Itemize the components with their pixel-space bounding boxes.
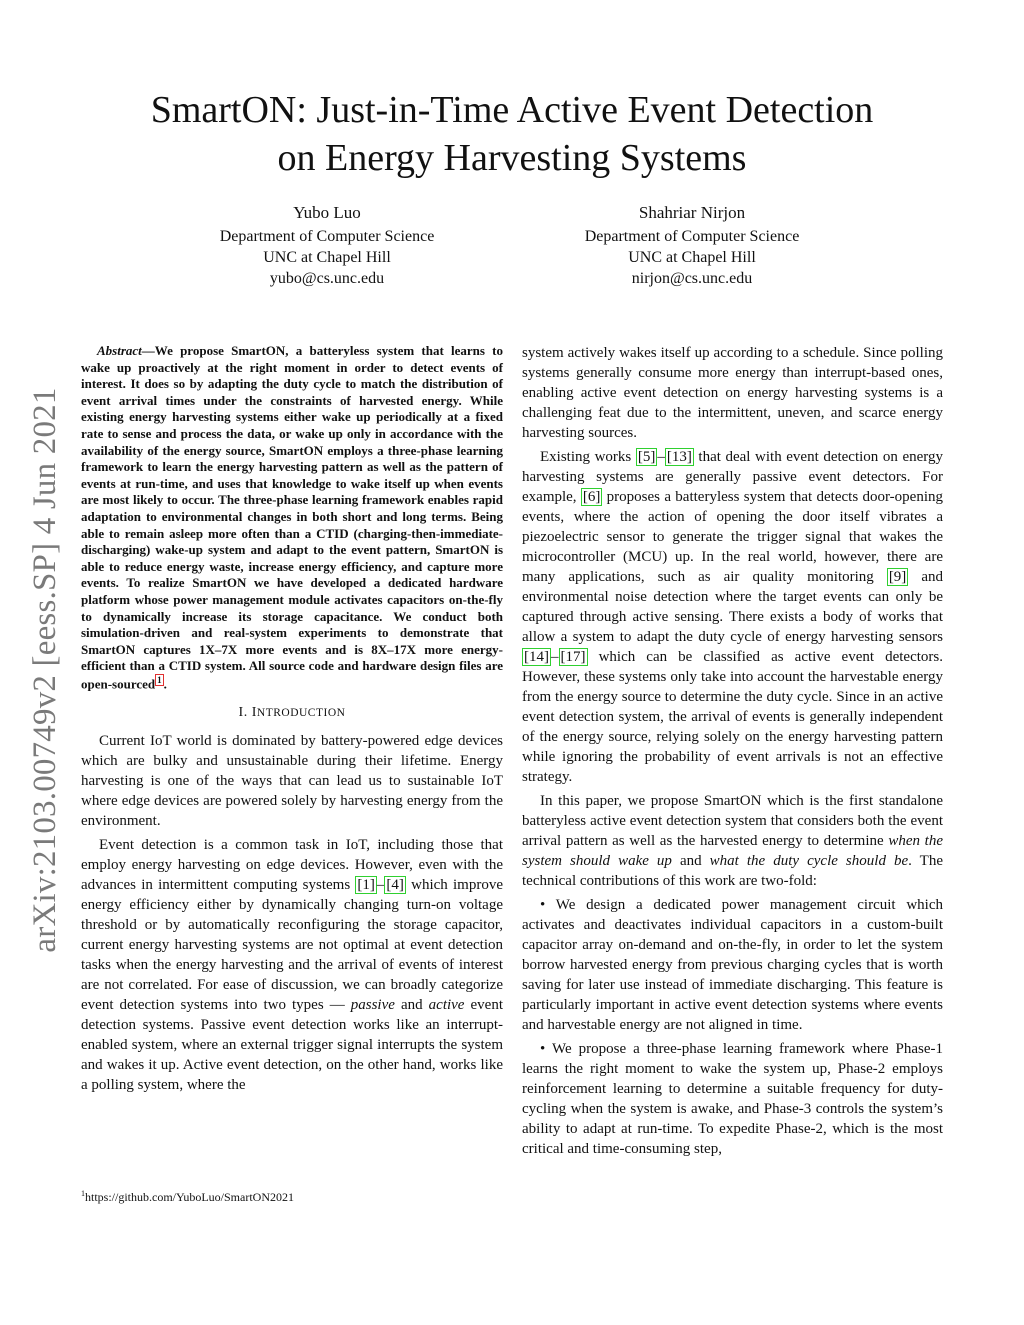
citation-link[interactable]: [4] bbox=[386, 876, 404, 893]
title-line-2: on Energy Harvesting Systems bbox=[277, 137, 747, 179]
section-numeral: I. bbox=[238, 704, 252, 720]
text-run: and bbox=[394, 996, 429, 1013]
section-first-letter: I bbox=[251, 704, 257, 720]
author-name: Yubo Luo bbox=[293, 203, 361, 222]
text-run: Existing works bbox=[540, 449, 636, 465]
right-column bbox=[522, 343, 943, 1163]
emphasis-passive: passive bbox=[350, 996, 395, 1013]
text-run: We design a dedicated power management circuit which activates and deactivates individual capacitors in a custom-built capacitor array on-demand and on-the-fly, in order to let the system borrow harvested energy from previous charging cycles that is worth saving for later use instead of immediate discharging. This feature is particularly important in active event detection systems where events and harvestable energy are not aligned in time. bbox=[522, 897, 943, 1033]
text-run: and environmental noise detection where the target events can only be captured through active sensing. There exists a body of works that allow a system to adapt the duty cycle of energy harvesting sensors bbox=[522, 569, 943, 645]
bullet-icon: • bbox=[540, 1041, 546, 1057]
text-run: – bbox=[376, 876, 385, 893]
abstract-end: . bbox=[163, 676, 167, 692]
contribution-bullet-1 bbox=[522, 895, 943, 1035]
arxiv-side-stamp bbox=[18, 365, 72, 975]
text-run: . The technical contributions of this work are two-fold: bbox=[522, 853, 943, 889]
right-paragraph-3 bbox=[522, 791, 943, 891]
author-block-1 bbox=[167, 202, 487, 289]
intro-paragraph-1: Current IoT world is dominated by battery-powered edge devices which are bulky and unsustainable during their lifetime. Energy harvesting is one of the ways that can lead us to sustainable IoT where edge devices are powered solely by harvesting energy from the environment. bbox=[81, 732, 503, 829]
text-run: which improve energy efficiency either by dynamically changing turn-on voltage threshold or by automatically reconfiguring the storage capacitor, current energy harvesting systems are not optimal at event detection tasks when the energy harvesting and the arrival of events of interest are not correlated. For ease of discussion, we can broadly categorize event detection systems into two types — bbox=[81, 876, 503, 1013]
citation-link[interactable]: [9] bbox=[888, 569, 907, 585]
citation-link[interactable]: [6] bbox=[582, 489, 601, 505]
author-block-2 bbox=[532, 202, 852, 289]
paper-title bbox=[100, 86, 924, 182]
citation-link[interactable]: [17] bbox=[560, 649, 586, 665]
bullet-icon: • bbox=[540, 897, 546, 913]
abstract bbox=[81, 343, 503, 693]
author-email: nirjon@cs.unc.edu bbox=[631, 270, 753, 287]
text-run: that deal with event detection on energy harvesting systems are generally passive event detectors. For example, bbox=[522, 449, 943, 505]
emphasis-active: active bbox=[428, 996, 465, 1013]
footnote-url[interactable]: https://github.com/YuboLuo/SmartON2021 bbox=[85, 1190, 294, 1204]
text-run: and bbox=[671, 853, 710, 869]
author-email: yubo@cs.unc.edu bbox=[269, 270, 385, 287]
abstract-dash: — bbox=[141, 343, 155, 358]
arxiv-identifier: arXiv:2103.00749v2 [eess.SP] 4 Jun 2021 bbox=[27, 387, 63, 953]
citation-link[interactable]: [14] bbox=[524, 649, 549, 665]
right-paragraph-2 bbox=[522, 447, 943, 787]
title-line-1: SmartON: Just-in-Time Active Event Detection bbox=[150, 89, 874, 131]
text-run: In this paper, we propose SmartON which is the first standalone batteryless active event detection system that considers both the event arrival pattern as well as the harvested energy to determine bbox=[522, 793, 943, 849]
left-column bbox=[81, 343, 503, 1099]
text-run: proposes a batteryless system that detects door-opening events, where the action of opening the door itself vibrates a piezoelectric sensor to generate the trigger signal that wakes the microcontroller (MCU) up. In the real world, however, there are many applications, such as air quality monitoring bbox=[522, 489, 944, 585]
author-department: Department of Computer Science bbox=[219, 228, 435, 245]
text-run: We propose a three-phase learning framework where Phase-1 learns the right moment to wake the system up, Phase-2 employs reinforcement learning to determine a suitable frequency for duty-cycling when the system is awake, and Phase-3 controls the system’s ability to adapt at run-time. To expedite Phase-2, which is the most critical and time-consuming step, bbox=[522, 1041, 943, 1157]
citation-link[interactable]: [13] bbox=[666, 449, 692, 465]
contribution-bullet-2 bbox=[522, 1039, 943, 1159]
footnote bbox=[81, 1186, 503, 1205]
footnote-mark: 1 bbox=[81, 1189, 85, 1198]
intro-paragraph-2 bbox=[81, 835, 503, 1095]
author-institution: UNC at Chapel Hill bbox=[628, 249, 756, 266]
emphasis-text: when the system should wake up bbox=[522, 833, 943, 869]
author-department: Department of Computer Science bbox=[584, 228, 800, 245]
text-run: which can be classified as active event detectors. However, these systems only take into account the harvestable energy from the energy source to determine the duty cycle. Since in an active event detection system, the arrival of events is generally independent of the energy source, relying solely on the energy harvesting pattern while ignoring the probability of event arrivals is not an effective strategy. bbox=[522, 649, 943, 785]
right-paragraph-1: system actively wakes itself up according to a schedule. Since polling systems generally consume more energy than interrupt-based ones, enabling active event detection on energy harvesting systems is a challenging feat due to the intermittent, uneven, and scarce energy harvesting sources. bbox=[522, 345, 943, 441]
emphasis-text: what the duty cycle should be bbox=[709, 853, 909, 869]
section-title-rest: NTRODUCTION bbox=[256, 706, 346, 719]
author-name: Shahriar Nirjon bbox=[638, 203, 746, 222]
abstract-text: We propose SmartON, a batteryless system that learns to wake up proactively at the right moment in order to detect events of interest. It does so by adapting the duty cycle to match the distribution of event arrival times under the constraints of harvested energy. While existing energy harvesting systems either wake up periodically at a fixed rate to sense and process the data, or wake up only in accordance with the availability of the energy source, SmartON employs a three-phase learning framework to learn the energy harvesting pattern as well as the pattern of events at run-time, and uses that knowledge to wake itself up when events are most likely to occur. The three-phase learning framework enables rapid adaptation to environmental changes in both short and long terms. Being able to remain asleep more often than a CTID (charging-then-immediate-discharging) wake-up system and adapt to the event pattern, SmartON is able to reduce energy waste, increase energy efficiency, and capture more events. To realize SmartON we have developed a dedicated hardware platform whose power management module activates capacitors on-the-fly to dynamically increase its storage capacitance. We conduct both simulation-driven and real-system experiments to demonstrate that SmartON captures 1X–7X more events and is 8X–17X more energy-efficient than a CTID system. All source code and hardware design files are open-sourced bbox=[81, 343, 503, 692]
footnote-link[interactable]: 1 bbox=[157, 674, 162, 685]
citation-link[interactable]: [1] bbox=[357, 876, 375, 893]
section-heading-introduction bbox=[81, 703, 503, 723]
text-run: event detection systems. Passive event detection works like an interrupt-enabled system, where an external trigger signal interrupts the system and wakes it up. Active event detection, on the other hand, works like a polling system, where the bbox=[81, 996, 503, 1093]
citation-link[interactable]: [5] bbox=[637, 449, 656, 465]
author-institution: UNC at Chapel Hill bbox=[263, 249, 391, 266]
abstract-label: Abstract bbox=[97, 343, 142, 358]
text-run: – bbox=[657, 449, 665, 465]
text-run: Event detection is a common task in IoT, including those that employ energy harvesting on edge devices. However, even with the advances in intermittent computing systems bbox=[81, 836, 503, 893]
text-run: – bbox=[551, 649, 559, 665]
